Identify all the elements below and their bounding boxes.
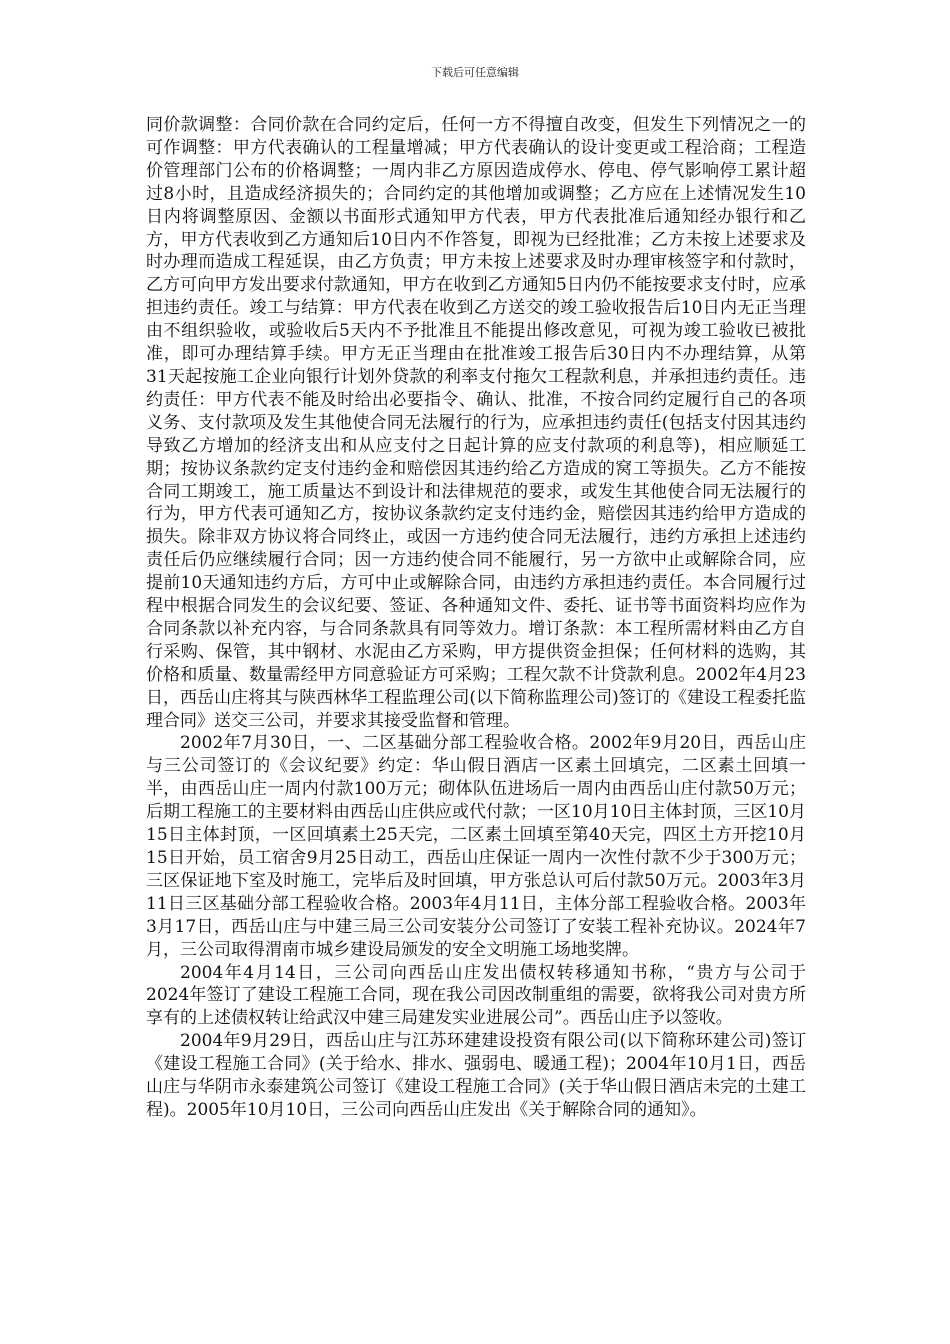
- paragraph: 同价款调整：合同价款在合同约定后，任何一方不得擅自改变，但发生下列情况之一的可作调整：甲方代表确认的工程量增减；甲方代表确认的设计变更或工程洽商；工程造价管理部门公布的价格调整；一周内非乙方原因造成停水、停电、停气影响停工累计超过8小时，且造成经济损失的；合同约定的其他增加或调整；乙方应在上述情况发生10日内将调整原因、金额以书面形式通知甲方代表，甲方代表批准后通知经办银行和乙方，甲方代表收到乙方通知后10日内不作答复，即视为已经批准；乙方未按上述要求及时办理而造成工程延误，由乙方负责；甲方未按上述要求及时办理审核签字和付款时，乙方可向甲方发出要求付款通知，甲方在收到乙方通知5日内仍不能按要求支付时，应承担违约责任。竣工与结算：甲方代表在收到乙方送交的竣工验收报告后10日内无正当理由不组织验收，或验收后5天内不予批准且不能提出修改意见，可视为竣工验收已被批准，即可办理结算手续。甲方无正当理由在批准竣工报告后30日内不办理结算，从第 31天起按施工企业向银行计划外贷款的利率支付拖欠工程款利息，并承担违约责任。违约责任：甲方代表不能及时给出必要指令、确认、批准，不按合同约定履行自己的各项义务、支付款项及发生其他使合同无法履行的行为，应承担违约责任(包括支付因其违约导致乙方增加的经济支出和从应支付之日起计算的应支付款项的利息等)，相应顺延工期；按协议条款约定支付违约金和赔偿因其违约给乙方造成的窝工等损失。乙方不能按合同工期竣工，施工质量达不到设计和法律规范的要求，或发生其他使合同无法履行的行为，甲方代表可通知乙方，按协议条款约定支付违约金，赔偿因其违约给甲方造成的损失。除非双方协议将合同终止，或因一方违约使合同无法履行，违约方承担上述违约责任后仍应继续履行合同；因一方违约使合同不能履行，另一方欲中止或解除合同，应提前10天通知违约方后，方可中止或解除合同，由违约方承担违约责任。本合同履行过程中根据合同发生的会议纪要、签证、各种通知文件、委托、证书等书面资料均应作为合同条款以补充内容，与合同条款具有同等效力。增订条款：本工程所需材料由乙方自行采购、保管，其中钢材、水泥由乙方采购，甲方提供资金担保；任何材料的选购，其价格和质量、数量需经甲方同意验证方可采购；工程欠款不计贷款利息。2002年4月23日，西岳山庄将其与陕西林华工程监理公司(以下简称监理公司)签订的《建设工程委托监理合同》送交三公司，并要求其接受监督和管理。: [146, 115, 806, 731]
- paragraph: 2004年4月14日，三公司向西岳山庄发出债权转移通知书称，“贵方与公司于 2024年签订了建设工程施工合同，现在我公司因改制重组的需要，欲将我公司对贵方所享有的上述债权转让给武汉中建三局建发实业进展公司”。西岳山庄予以签收。: [146, 962, 806, 1029]
- document-body: [146, 114, 806, 1122]
- paragraph: 2004年9月29日，西岳山庄与江苏环建建设投资有限公司(以下简称环建公司)签订《建设工程施工合同》(关于给水、排水、强弱电、暖通工程)；2004年10月1日，西岳山庄与华阴市永泰建筑公司签订《建设工程施工合同》(关于华山假日酒店未完的土建工程)。2005年10月10日，三公司向西岳山庄发出《关于解除合同的通知》。: [146, 1031, 806, 1120]
- paragraph: 2002年7月30日，一、二区基础分部工程验收合格。2002年9月20日，西岳山庄与三公司签订的《会议纪要》约定：华山假日酒店一区素土回填完，二区素土回填一半，由西岳山庄一周内付款100万元；砌体队伍进场后一周内由西岳山庄付款50万元；后期工程施工的主要材料由西岳山庄供应或代付款；一区10月10日主体封顶，三区10月15日主体封顶，一区回填素土25天完，二区素土回填至第40天完，四区土方开挖10月15日开始，员工宿舍9月25日动工，西岳山庄保证一周内一次性付款不少于300万元；三区保证地下室及时施工，完毕后及时回填，甲方张总认可后付款50万元。2003年3月11日三区基础分部工程验收合格。2003年4月11日，主体分部工程验收合格。2003年3月17日，西岳山庄与中建三局三公司安装分公司签订了安装工程补充协议。2024年7月，三公司取得渭南市城乡建设局颁发的安全文明施工场地奖牌。: [146, 733, 806, 960]
- page-header: 下载后可任意编辑: [431, 66, 519, 79]
